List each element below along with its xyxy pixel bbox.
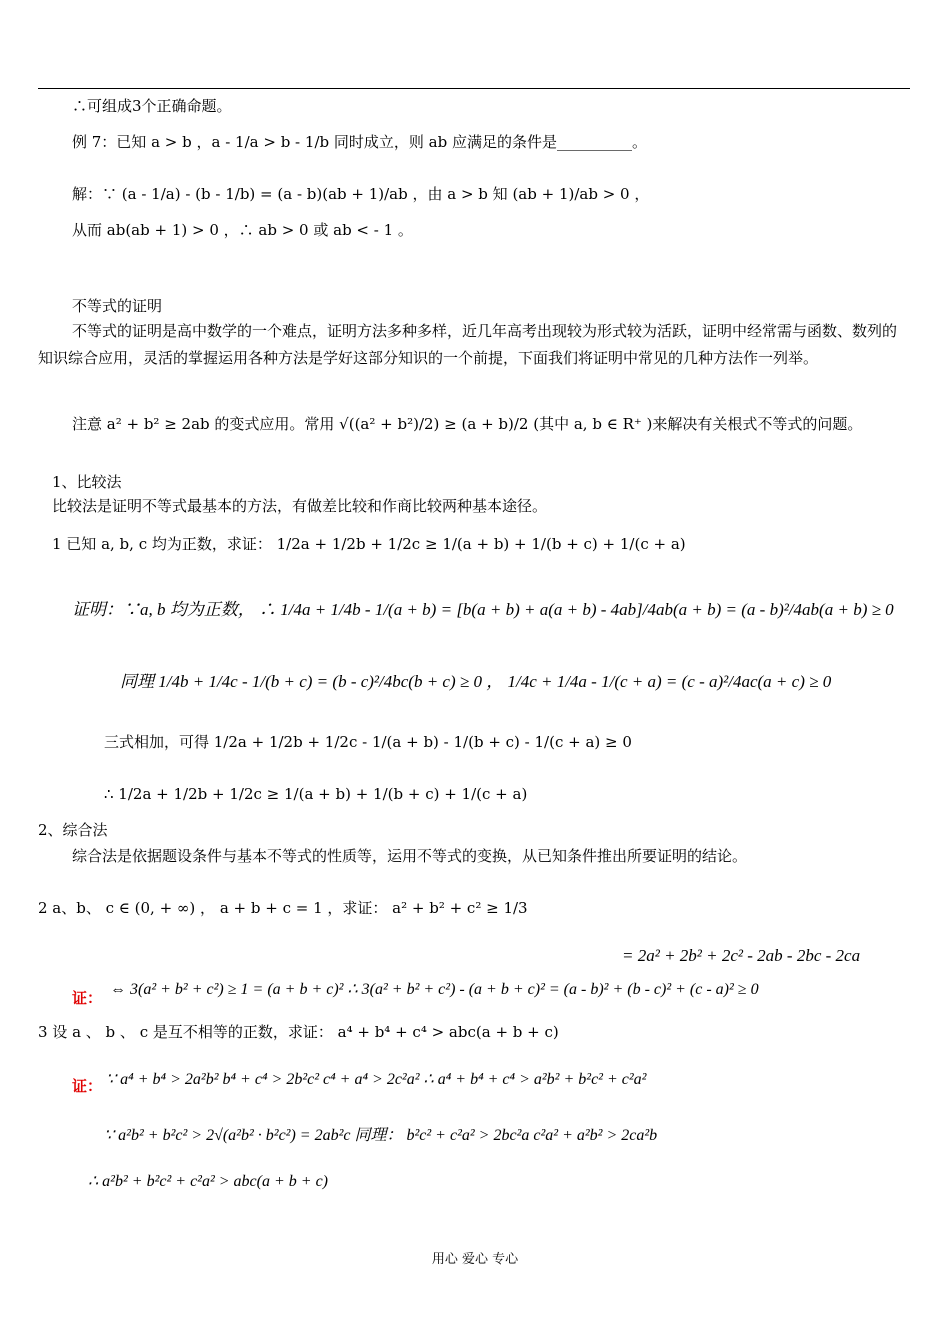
problem-1-statement: 1 已知 a, b, c 均为正数，求证： 1/2a + 1/2b + 1/2c ≥ 1/(a + b) + 1/(b + c) + 1/(c + a) [52, 535, 686, 553]
problem-2-expansion: = 2a² + 2b² + 2c² - 2ab - 2bc - 2ca [622, 946, 861, 965]
example-7-result: 从而 ab(ab + 1) > 0 ，∴ ab > 0 或 ab < - 1 。 [72, 221, 413, 239]
problem-1-proof-step-2: 同理 1/4b + 1/4c - 1/(b + c) = (b - c)²/4bc(b + c) ≥ 0 ， 1/4c + 1/4a - 1/(c + a) = (c - a)²/4ac(a + c) ≥ 0 [120, 672, 832, 691]
proof-label-2: 证： [72, 989, 103, 1007]
problem-3-proof-step-2: ∵ a²b² + b²c² > 2√(a²b² · b²c²) = 2ab²c 同理： b²c² + c²a² > 2bc²a c²a² + a²b² > 2ca²b [104, 1127, 658, 1144]
section-title-proof: 不等式的证明 [72, 297, 163, 315]
page-footer: 用心 爱心 专心 [431, 1252, 519, 1267]
text-line-conclusion: ∴可组成3个正确命题。 [72, 97, 232, 115]
example-7-solution: 解：∵ (a - 1/a) - (b - 1/b) = (a - b)(ab + 1)/ab ，由 a > b 知 (ab + 1)/ab > 0 ， [72, 185, 650, 203]
section-2-title: 2、综合法 [38, 821, 108, 839]
header-rule [38, 88, 910, 89]
example-7-question: 例 7：已知 a > b ，a - 1/a > b - 1/b 同时成立，则 ab 应满足的条件是__________。 [72, 133, 647, 151]
problem-3-conclusion: ∴ a²b² + b²c² + c²a² > abc(a + b + c) [88, 1173, 329, 1190]
problem-1-proof-step-3: 三式相加，可得 1/2a + 1/2b + 1/2c - 1/(a + b) - 1/(b + c) - 1/(c + a) ≥ 0 [104, 733, 632, 751]
problem-2-statement: 2 a、b、 c ∈ (0, + ∞) ， a + b + c = 1 ，求证： a² + b² + c² ≥ 1/3 [38, 899, 528, 917]
section-1-description: 比较法是证明不等式最基本的方法，有做差比较和作商比较两种基本途径。 [52, 497, 548, 515]
problem-1-conclusion: ∴ 1/2a + 1/2b + 1/2c ≥ 1/(a + b) + 1/(b + c) + 1/(c + a) [104, 785, 528, 803]
proof-label-3: 证： [72, 1077, 103, 1095]
problem-3-statement: 3 设 a 、 b 、 c 是互不相等的正数，求证： a⁴ + b⁴ + c⁴ > abc(a + b + c) [38, 1023, 559, 1041]
section-1-title: 1、比较法 [52, 473, 122, 491]
problem-2-proof: ⇔ 3(a² + b² + c²) ≥ 1 = (a + b + c)² ∴ 3(a² + b² + c²) - (a + b + c)² = (a - b)² + (b - c)² + (c - a)² ≥ 0 [110, 981, 759, 998]
section-2-description: 综合法是依据题设条件与基本不等式的性质等，运用不等式的变换，从已知条件推出所要证明的结论。 [72, 847, 748, 865]
problem-3-proof-step-1: ∵ a⁴ + b⁴ > 2a²b² b⁴ + c⁴ > 2b²c² c⁴ + a⁴ > 2c²a² ∴ a⁴ + b⁴ + c⁴ > a²b² + b²c² + c²a² [106, 1071, 647, 1088]
problem-1-proof-step-1: 证明：∵a, b 均为正数， ∴ 1/4a + 1/4b - 1/(a + b) = [b(a + b) + a(a + b) - 4ab]/4ab(a + b) = (a - b)²/4ab(a + b) ≥ 0 [72, 600, 894, 619]
note-inequality: 注意 a² + b² ≥ 2ab 的变式应用。常用 √((a² + b²)/2) ≥ (a + b)/2 (其中 a, b ∈ R⁺ )来解决有关根式不等式的问题。 [72, 415, 863, 433]
intro-paragraph: 不等式的证明是高中数学的一个难点，证明方法多种多样，近几年高考出现较为形式较为活跃，证明中经常需与函数、数列的知识综合应用，灵活的掌握运用各种方法是学好这部分知识的一个前提，下面我们将证明中常见的几种方法作一列举。 [38, 322, 898, 367]
